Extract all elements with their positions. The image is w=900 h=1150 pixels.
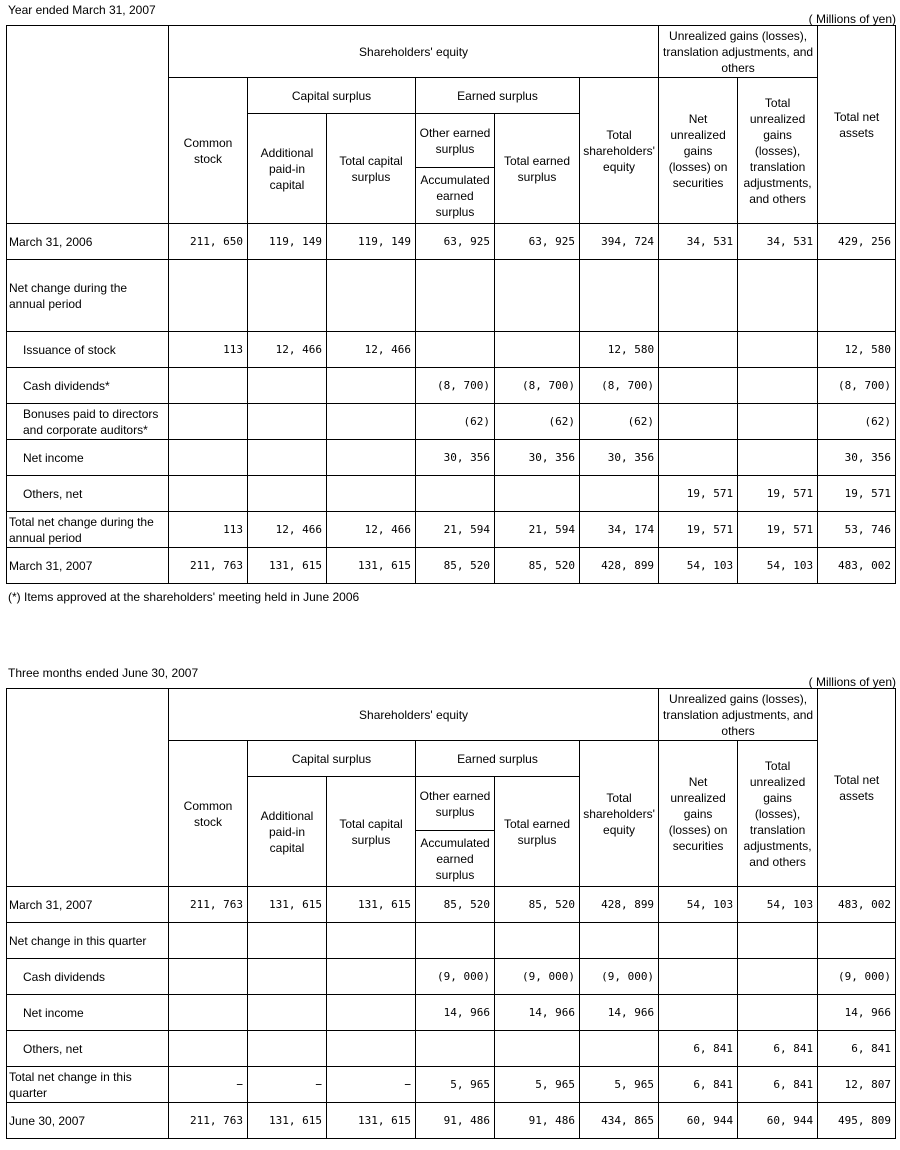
header-total-capital-surplus: Total capital surplus — [327, 777, 416, 887]
value-cell: 6, 841 — [818, 1031, 896, 1067]
value-cell: 6, 841 — [738, 1067, 818, 1103]
table-row — [7, 476, 896, 512]
value-cell: 30, 356 — [495, 440, 580, 476]
value-cell: 54, 103 — [659, 548, 738, 584]
value-cell: 85, 520 — [495, 548, 580, 584]
value-cell — [580, 1031, 659, 1067]
value-cell: (8, 700) — [495, 368, 580, 404]
unit-label: ( Millions of yen) — [808, 12, 896, 26]
value-cell: (9, 000) — [580, 959, 659, 995]
value-cell — [659, 995, 738, 1031]
value-cell — [169, 404, 248, 440]
value-cell: 429, 256 — [818, 224, 896, 260]
table-row — [7, 1103, 896, 1139]
value-cell — [659, 260, 738, 332]
value-cell: 131, 615 — [248, 1103, 327, 1139]
value-cell: 6, 841 — [659, 1067, 738, 1103]
value-cell — [327, 1031, 416, 1067]
table-row — [7, 404, 896, 440]
value-cell: − — [327, 1067, 416, 1103]
header-total-earned-surplus: Total earned surplus — [495, 114, 580, 224]
value-cell — [248, 260, 327, 332]
section-three-months-2007 — [6, 666, 896, 1139]
header-total-shareholders-equity: Total shareholders' equity — [580, 741, 659, 887]
value-cell: 19, 571 — [659, 512, 738, 548]
value-cell: 30, 356 — [416, 440, 495, 476]
value-cell: (8, 700) — [580, 368, 659, 404]
value-cell: 30, 356 — [818, 440, 896, 476]
value-cell: 131, 615 — [327, 548, 416, 584]
value-cell — [416, 923, 495, 959]
header-shareholders-equity: Shareholders' equity — [169, 26, 659, 78]
value-cell: 14, 966 — [416, 995, 495, 1031]
row-label: Total net change during the annual period — [7, 512, 169, 548]
value-cell — [248, 476, 327, 512]
section-year-ended-2007 — [6, 3, 896, 604]
value-cell: 12, 807 — [818, 1067, 896, 1103]
value-cell — [738, 995, 818, 1031]
value-cell: 119, 149 — [327, 224, 416, 260]
corner-cell — [7, 26, 169, 224]
value-cell: 12, 466 — [327, 512, 416, 548]
value-cell — [327, 260, 416, 332]
value-cell — [738, 260, 818, 332]
value-cell: 19, 571 — [659, 476, 738, 512]
table-row — [7, 224, 896, 260]
value-cell — [659, 923, 738, 959]
value-cell — [495, 1031, 580, 1067]
header-total-net-assets: Total net assets — [818, 26, 896, 224]
value-cell: (62) — [818, 404, 896, 440]
header-total-unrealized: Total unrealized gains (losses), translation adjustments, and others — [738, 741, 818, 887]
table-row — [7, 887, 896, 923]
value-cell: 434, 865 — [580, 1103, 659, 1139]
table-row — [7, 995, 896, 1031]
value-cell — [416, 476, 495, 512]
value-cell: − — [248, 1067, 327, 1103]
value-cell: 131, 615 — [248, 548, 327, 584]
value-cell — [327, 368, 416, 404]
header-accumulated-earned-surplus: Accumulated earned surplus — [416, 831, 495, 887]
value-cell: 34, 174 — [580, 512, 659, 548]
header-total-earned-surplus: Total earned surplus — [495, 777, 580, 887]
header-common-stock: Common stock — [169, 741, 248, 887]
row-label: Net income — [7, 440, 169, 476]
value-cell: 428, 899 — [580, 887, 659, 923]
value-cell — [327, 923, 416, 959]
value-cell — [248, 404, 327, 440]
value-cell: 211, 763 — [169, 1103, 248, 1139]
value-cell: 54, 103 — [738, 887, 818, 923]
corner-cell — [7, 689, 169, 887]
value-cell — [738, 404, 818, 440]
value-cell: 12, 466 — [248, 332, 327, 368]
footnote: (*) Items approved at the shareholders' meeting held in June 2006 — [8, 590, 360, 604]
value-cell — [248, 959, 327, 995]
value-cell — [659, 368, 738, 404]
header-total-unrealized: Total unrealized gains (losses), translation adjustments, and others — [738, 78, 818, 224]
value-cell: 30, 356 — [580, 440, 659, 476]
table-row — [7, 332, 896, 368]
value-cell — [659, 404, 738, 440]
value-cell: 394, 724 — [580, 224, 659, 260]
value-cell: 60, 944 — [659, 1103, 738, 1139]
value-cell — [327, 995, 416, 1031]
value-cell — [416, 332, 495, 368]
value-cell — [818, 260, 896, 332]
value-cell — [169, 923, 248, 959]
value-cell — [248, 368, 327, 404]
value-cell: 211, 763 — [169, 548, 248, 584]
header-capital-surplus: Capital surplus — [248, 78, 416, 114]
value-cell — [248, 1031, 327, 1067]
row-label: March 31, 2007 — [7, 887, 169, 923]
row-label: March 31, 2006 — [7, 224, 169, 260]
value-cell — [659, 959, 738, 995]
value-cell: (9, 000) — [495, 959, 580, 995]
value-cell — [495, 923, 580, 959]
value-cell: 131, 615 — [248, 887, 327, 923]
header-row — [7, 689, 896, 741]
value-cell — [738, 368, 818, 404]
row-label: Bonuses paid to directors and corporate auditors* — [7, 404, 169, 440]
unit-label: ( Millions of yen) — [808, 675, 896, 689]
row-label: March 31, 2007 — [7, 548, 169, 584]
value-cell: 91, 486 — [416, 1103, 495, 1139]
table-row — [7, 1031, 896, 1067]
table-row — [7, 959, 896, 995]
value-cell: 53, 746 — [818, 512, 896, 548]
row-label: Net change in this quarter — [7, 923, 169, 959]
value-cell: 34, 531 — [738, 224, 818, 260]
row-label: Others, net — [7, 1031, 169, 1067]
value-cell — [495, 332, 580, 368]
value-cell: 5, 965 — [416, 1067, 495, 1103]
row-label: Issuance of stock — [7, 332, 169, 368]
header-unrealized-group: Unrealized gains (losses), translation adjustments, and others — [659, 26, 818, 78]
value-cell — [169, 1031, 248, 1067]
value-cell: 54, 103 — [738, 548, 818, 584]
value-cell: 12, 466 — [248, 512, 327, 548]
value-cell: 34, 531 — [659, 224, 738, 260]
value-cell: 85, 520 — [416, 887, 495, 923]
value-cell: (9, 000) — [416, 959, 495, 995]
value-cell: 12, 466 — [327, 332, 416, 368]
value-cell: (9, 000) — [818, 959, 896, 995]
value-cell — [248, 923, 327, 959]
value-cell — [659, 332, 738, 368]
value-cell — [738, 923, 818, 959]
table-row — [7, 512, 896, 548]
header-earned-surplus: Earned surplus — [416, 78, 580, 114]
value-cell — [327, 404, 416, 440]
table-row — [7, 260, 896, 332]
value-cell: 63, 925 — [495, 224, 580, 260]
header-common-stock: Common stock — [169, 78, 248, 224]
value-cell: 12, 580 — [818, 332, 896, 368]
value-cell — [738, 959, 818, 995]
value-cell — [580, 476, 659, 512]
value-cell: (62) — [416, 404, 495, 440]
section-title: Year ended March 31, 2007 — [8, 3, 156, 17]
value-cell — [327, 476, 416, 512]
value-cell — [327, 959, 416, 995]
value-cell: 21, 594 — [416, 512, 495, 548]
value-cell — [416, 1031, 495, 1067]
row-label: Net income — [7, 995, 169, 1031]
row-label: Total net change in this quarter — [7, 1067, 169, 1103]
value-cell: 14, 966 — [495, 995, 580, 1031]
value-cell: 14, 966 — [580, 995, 659, 1031]
value-cell: 211, 650 — [169, 224, 248, 260]
header-additional-paid-in: Additional paid-in capital — [248, 114, 327, 224]
equity-statement-table — [6, 25, 896, 584]
value-cell: 12, 580 — [580, 332, 659, 368]
value-cell: 6, 841 — [738, 1031, 818, 1067]
table-row — [7, 440, 896, 476]
row-label: Cash dividends* — [7, 368, 169, 404]
value-cell: 131, 615 — [327, 1103, 416, 1139]
value-cell — [580, 923, 659, 959]
header-total-net-assets: Total net assets — [818, 689, 896, 887]
value-cell: 495, 809 — [818, 1103, 896, 1139]
value-cell: 211, 763 — [169, 887, 248, 923]
table-row — [7, 368, 896, 404]
table-row — [7, 548, 896, 584]
row-label: Cash dividends — [7, 959, 169, 995]
equity-statement-table — [6, 688, 896, 1139]
value-cell — [169, 995, 248, 1031]
value-cell: 5, 965 — [580, 1067, 659, 1103]
value-cell: 113 — [169, 332, 248, 368]
value-cell: 113 — [169, 512, 248, 548]
value-cell: 14, 966 — [818, 995, 896, 1031]
value-cell — [818, 923, 896, 959]
value-cell — [169, 440, 248, 476]
header-other-earned-surplus: Other earned surplus — [416, 114, 495, 168]
value-cell — [248, 440, 327, 476]
table-row — [7, 1067, 896, 1103]
value-cell — [327, 440, 416, 476]
header-total-shareholders-equity: Total shareholders' equity — [580, 78, 659, 224]
value-cell — [169, 476, 248, 512]
table-row — [7, 923, 896, 959]
value-cell: 483, 002 — [818, 887, 896, 923]
header-earned-surplus: Earned surplus — [416, 741, 580, 777]
value-cell — [416, 260, 495, 332]
value-cell — [495, 476, 580, 512]
value-cell: 119, 149 — [248, 224, 327, 260]
value-cell: 19, 571 — [818, 476, 896, 512]
header-accumulated-earned-surplus: Accumulated earned surplus — [416, 168, 495, 224]
header-capital-surplus: Capital surplus — [248, 741, 416, 777]
row-label: June 30, 2007 — [7, 1103, 169, 1139]
header-total-capital-surplus: Total capital surplus — [327, 114, 416, 224]
header-row — [7, 26, 896, 78]
value-cell: 91, 486 — [495, 1103, 580, 1139]
value-cell: 5, 965 — [495, 1067, 580, 1103]
value-cell: (62) — [495, 404, 580, 440]
value-cell: 60, 944 — [738, 1103, 818, 1139]
value-cell: 19, 571 — [738, 476, 818, 512]
value-cell: 131, 615 — [327, 887, 416, 923]
value-cell: 63, 925 — [416, 224, 495, 260]
header-net-unrealized: Net unrealized gains (losses) on securities — [659, 741, 738, 887]
value-cell — [248, 995, 327, 1031]
header-shareholders-equity: Shareholders' equity — [169, 689, 659, 741]
header-net-unrealized: Net unrealized gains (losses) on securities — [659, 78, 738, 224]
value-cell: − — [169, 1067, 248, 1103]
value-cell — [738, 332, 818, 368]
value-cell — [169, 368, 248, 404]
header-unrealized-group: Unrealized gains (losses), translation adjustments, and others — [659, 689, 818, 741]
value-cell: (8, 700) — [416, 368, 495, 404]
value-cell — [169, 260, 248, 332]
value-cell: (8, 700) — [818, 368, 896, 404]
value-cell: 6, 841 — [659, 1031, 738, 1067]
value-cell — [495, 260, 580, 332]
value-cell: (62) — [580, 404, 659, 440]
value-cell: 19, 571 — [738, 512, 818, 548]
row-label: Net change during the annual period — [7, 260, 169, 332]
section-title: Three months ended June 30, 2007 — [8, 666, 199, 680]
row-label: Others, net — [7, 476, 169, 512]
value-cell — [169, 959, 248, 995]
header-other-earned-surplus: Other earned surplus — [416, 777, 495, 831]
value-cell: 54, 103 — [659, 887, 738, 923]
value-cell — [580, 260, 659, 332]
value-cell: 21, 594 — [495, 512, 580, 548]
value-cell: 85, 520 — [495, 887, 580, 923]
value-cell: 428, 899 — [580, 548, 659, 584]
value-cell: 85, 520 — [416, 548, 495, 584]
header-additional-paid-in: Additional paid-in capital — [248, 777, 327, 887]
value-cell — [738, 440, 818, 476]
value-cell: 483, 002 — [818, 548, 896, 584]
value-cell — [659, 440, 738, 476]
